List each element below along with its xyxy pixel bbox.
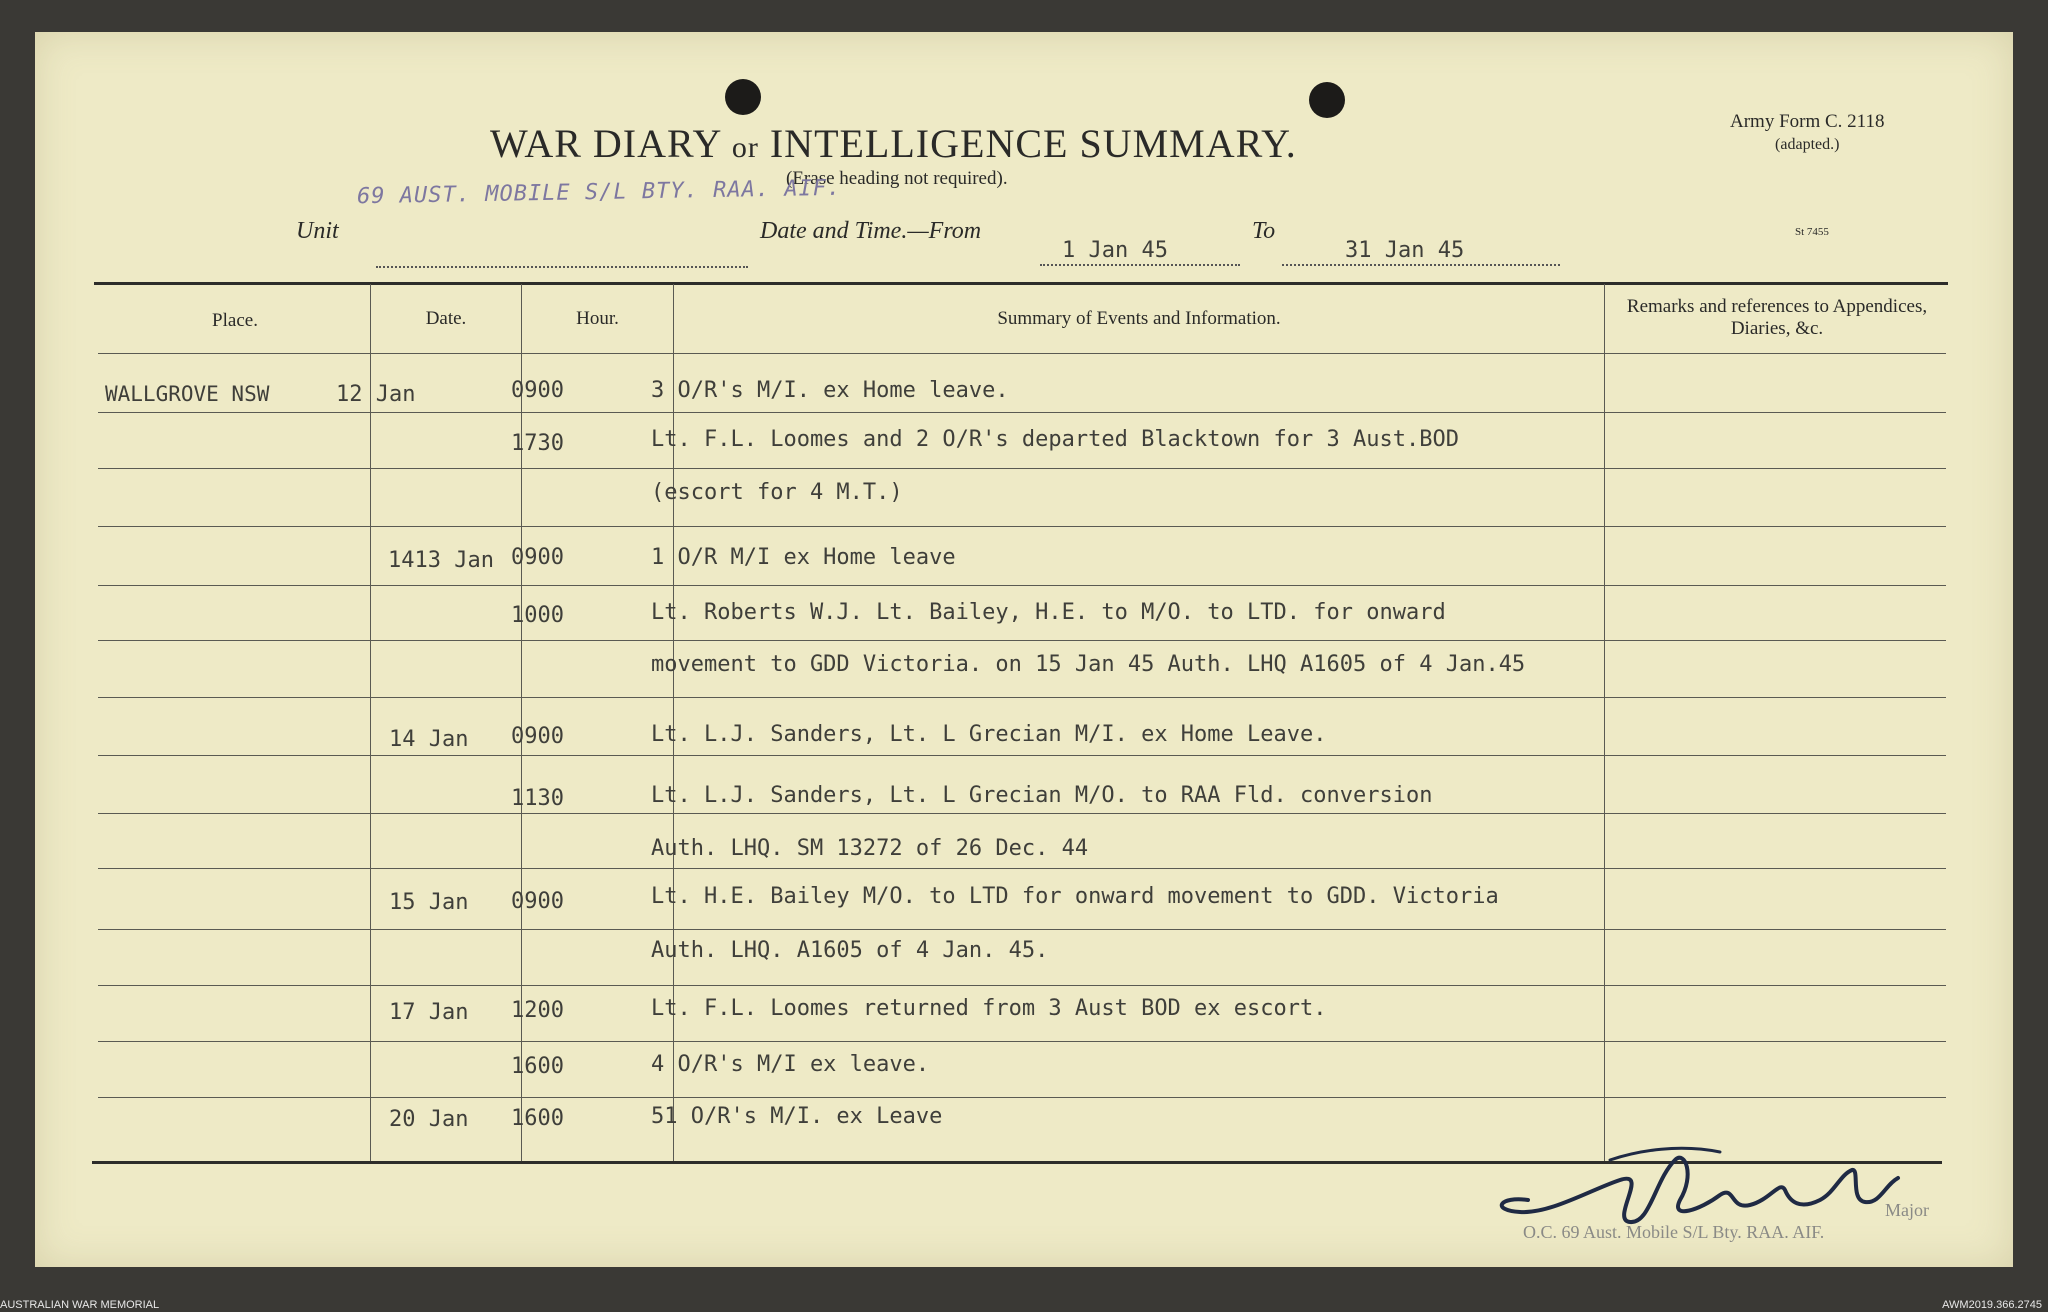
row-summary: Lt. L.J. Sanders, Lt. L Grecian M/O. to RAA Fld. conversion [651,783,1433,808]
row-summary: movement to GDD Victoria. on 15 Jan 45 Auth. LHQ A1605 of 4 Jan.45 [651,652,1526,677]
row-hour: 1730 [511,431,564,456]
row-rule [98,813,1946,814]
row-hour: 1000 [511,603,564,628]
row-summary: Lt. L.J. Sanders, Lt. L Grecian M/I. ex Home Leave. [651,722,1327,747]
signature-rank: Major [1885,1200,1929,1220]
row-summary: 51 O/R's M/I. ex Leave [651,1104,943,1129]
column-header-remarks: Remarks and references to Appendices, Diaries, &c. [1626,296,1928,339]
row-place: WALLGROVE NSW [105,382,270,406]
header-row-rule [98,353,1946,354]
erase-note: (Erase heading not required). [786,168,1008,189]
column-header-date: Date. [425,308,467,329]
row-rule [98,1041,1946,1042]
column-divider-summary [1604,284,1605,1161]
row-date: 14 Jan [389,727,469,752]
row-hour: 1600 [511,1054,564,1079]
row-rule [98,468,1946,469]
title-or: or [731,131,759,164]
unit-dotted-line [376,266,748,268]
row-summary: Auth. LHQ. SM 13272 of 26 Dec. 44 [651,836,1089,861]
row-summary: 4 O/R's M/I ex leave. [651,1052,930,1077]
column-header-place: Place. [212,310,258,331]
title-rest: INTELLIGENCE SUMMARY. [769,121,1297,166]
unit-label: Unit [296,218,339,244]
row-hour: 0900 [511,724,564,749]
unit-stamp: 69 AUST. MOBILE S/L BTY. RAA. AIF. [356,175,842,210]
footer-accession-number: AWM2019.366.2745 [1942,1299,2042,1311]
footer-source: AUSTRALIAN WAR MEMORIAL [0,1299,160,1311]
title-main: WAR DIARY [490,121,721,166]
row-hour: 1200 [511,998,564,1023]
row-rule [98,640,1946,641]
row-rule [98,868,1946,869]
row-rule [98,755,1946,756]
form-reference [1730,110,1884,156]
stock-number: St 7455 [1795,226,1829,238]
row-rule [98,697,1946,698]
row-summary: Lt. F.L. Loomes and 2 O/R's departed Blacktown for 3 Aust.BOD [651,427,1459,452]
punch-hole-left [725,79,761,115]
row-rule [98,985,1946,986]
row-rule [98,526,1946,527]
row-hour: 0900 [511,889,564,914]
row-summary: Lt. H.E. Bailey M/O. to LTD for onward movement to GDD. Victoria [651,884,1499,909]
column-header-summary: Summary of Events and Information. [997,308,1281,329]
to-label: To [1252,218,1276,244]
row-date: 15 Jan [389,890,469,915]
row-hour: 1130 [511,786,564,811]
row-summary: 1 O/R M/I ex Home leave [651,545,956,570]
row-date: 20 Jan [389,1107,469,1132]
to-date: 31 Jan 45 [1345,238,1465,263]
page-title [490,120,1297,167]
row-rule [98,1097,1946,1098]
form-number: Army Form C. 2118 [1730,111,1885,132]
row-rule [98,585,1946,586]
table-top-rule [94,282,1948,285]
row-summary: Auth. LHQ. A1605 of 4 Jan. 45. [651,938,1049,963]
column-divider-date [521,284,522,1161]
row-date: 17 Jan [389,1000,469,1025]
row-rule [98,412,1946,413]
row-hour: 0900 [511,545,564,570]
from-dotted-line [1040,264,1240,266]
column-divider-place [370,284,371,1161]
row-hour: 1600 [511,1106,564,1131]
to-dotted-line [1282,264,1560,266]
punch-hole-right [1309,82,1345,118]
row-summary: Lt. F.L. Loomes returned from 3 Aust BOD ex escort. [651,996,1327,1021]
row-summary: Lt. Roberts W.J. Lt. Bailey, H.E. to M/O. to LTD. for onward [651,600,1446,625]
from-date: 1 Jan 45 [1062,238,1168,263]
row-rule [98,929,1946,930]
signature-block [1480,1140,1929,1250]
row-date: 12 Jan [336,382,416,407]
row-summary: (escort for 4 M.T.) [651,480,903,505]
row-summary: 3 O/R's M/I. ex Home leave. [651,378,1009,403]
row-date: 1413 Jan [388,548,494,573]
row-hour: 0900 [511,378,564,403]
form-adapted: (adapted.) [1775,136,1840,153]
date-time-label: Date and Time.—From [760,218,982,244]
column-header-hour: Hour. [576,308,619,329]
signature-officer-line: O.C. 69 Aust. Mobile S/L Bty. RAA. AIF. [1523,1222,1825,1242]
